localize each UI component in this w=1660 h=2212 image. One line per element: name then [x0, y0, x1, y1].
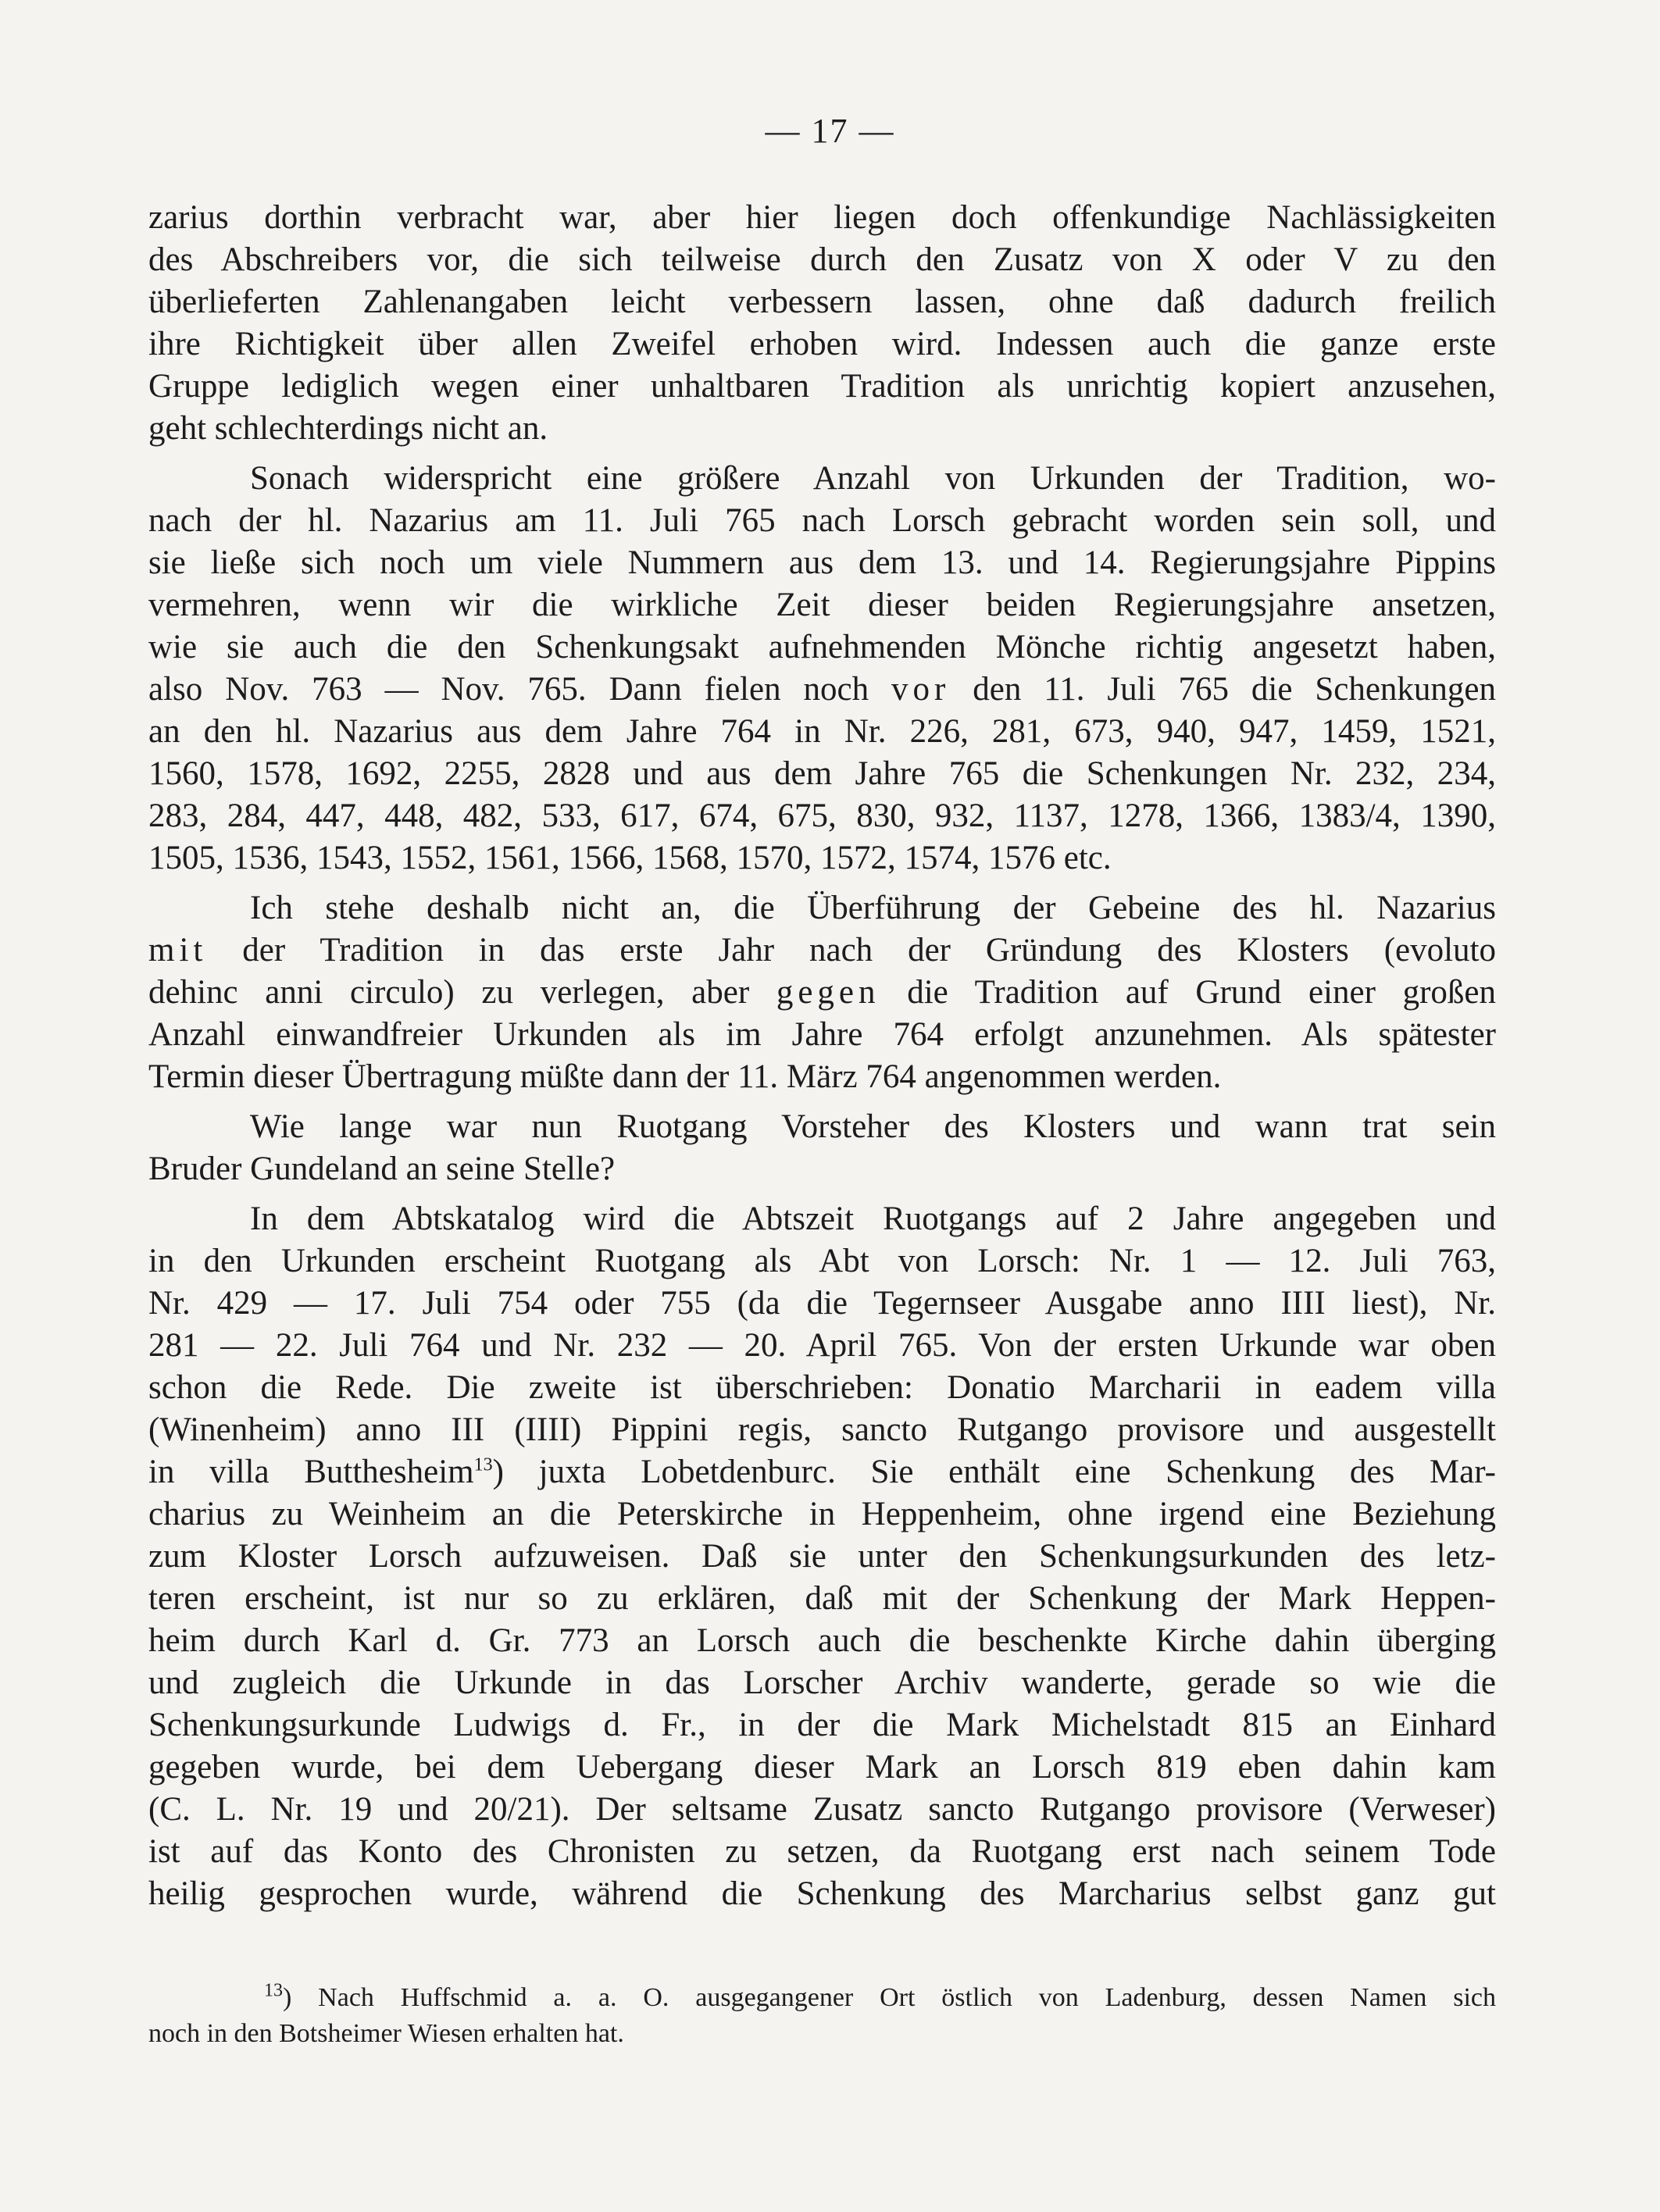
- text-line: Ich stehe deshalb nicht an, die Überführung der Gebeine des hl. Nazarius: [250, 890, 1496, 926]
- text-line: (C. L. Nr. 19 und 20/21). Der seltsame Zusatz sancto Rutgango provisore (Verweser): [148, 1791, 1496, 1828]
- footnote: [148, 1980, 1496, 2052]
- text-line: zum Kloster Lorsch aufzuweisen. Daß sie unter den Schenkungsurkunden des letz-: [148, 1538, 1496, 1575]
- text-line: nach der hl. Nazarius am 11. Juli 765 nach Lorsch gebracht worden sein soll, und: [148, 502, 1496, 539]
- text-line: Sonach widerspricht eine größere Anzahl von Urkunden der Tradition, wo-: [250, 460, 1496, 497]
- text-line: teren erscheint, ist nur so zu erklären, daß mit der Schenkung der Mark Heppen-: [148, 1580, 1496, 1617]
- paragraph-3: [148, 887, 1496, 1098]
- spaced-emphasis: vor: [891, 671, 951, 708]
- text-line: Termin dieser Übertragung müßte dann der 11. März 764 angenommen werden.: [148, 1058, 1222, 1095]
- paragraph-2: [148, 458, 1496, 879]
- text-line: [148, 929, 1496, 972]
- text-line: Gruppe lediglich wegen einer unhaltbaren Tradition als unrichtig kopiert anzusehen,: [148, 368, 1496, 405]
- footnote-reference[interactable]: 13: [473, 1454, 493, 1475]
- text-line: zarius dorthin verbracht war, aber hier liegen doch offenkundige Nachlässigkeiten: [148, 199, 1496, 236]
- paragraph-4: [148, 1106, 1496, 1190]
- paragraph-5: [148, 1198, 1496, 1915]
- text-line: geht schlechterdings nicht an.: [148, 410, 548, 447]
- text-line: Nr. 429 — 17. Juli 754 oder 755 (da die Tegernseer Ausgabe anno IIII liest), Nr.: [148, 1285, 1496, 1322]
- footnote-line: noch in den Botsheimer Wiesen erhalten hat.: [148, 2019, 624, 2048]
- text-line: und zugleich die Urkunde in das Lorscher Archiv wanderte, gerade so wie die: [148, 1664, 1496, 1701]
- text-line: an den hl. Nazarius aus dem Jahre 764 in Nr. 226, 281, 673, 940, 947, 1459, 1521,: [148, 713, 1496, 750]
- text-line: Anzahl einwandfreier Urkunden als im Jahre 764 erfolgt anzunehmen. Als spätester: [148, 1016, 1496, 1053]
- page-number: — 17 —: [765, 112, 895, 150]
- spaced-emphasis: mit: [148, 932, 208, 969]
- footnote-text: ) Nach Huffschmid a. a. O. ausgegangener Ort östlich von Ladenburg, dessen Namen sich: [283, 1983, 1496, 2012]
- text-line: [148, 669, 1496, 711]
- text-run: die Tradition auf Grund einer großen: [907, 974, 1496, 1011]
- footnote-line: [148, 1980, 1496, 2016]
- text-line: Bruder Gundeland an seine Stelle?: [148, 1151, 616, 1187]
- text-line: [148, 972, 1496, 1014]
- text-run: dehinc anni circulo) zu verlegen, aber: [148, 974, 750, 1011]
- text-line: ihre Richtigkeit über allen Zweifel erhoben wird. Indessen auch die ganze erste: [148, 326, 1496, 362]
- text-line: charius zu Weinheim an die Peterskirche in Heppenheim, ohne irgend eine Beziehung: [148, 1496, 1496, 1532]
- text-run: der Tradition in das erste Jahr nach der Gründung des Klosters (evoluto: [242, 932, 1496, 969]
- footnote-marker: 13: [264, 1980, 283, 2001]
- text-line: heim durch Karl d. Gr. 773 an Lorsch auch die beschenkte Kirche dahin überging: [148, 1622, 1496, 1659]
- text-line: 1560, 1578, 1692, 2255, 2828 und aus dem Jahre 765 die Schenkungen Nr. 232, 234,: [148, 755, 1496, 792]
- text-run: den 11. Juli 765 die Schenkungen: [973, 671, 1497, 708]
- text-line: gegeben wurde, bei dem Uebergang dieser Mark an Lorsch 819 eben dahin kam: [148, 1749, 1496, 1786]
- text-line: sie ließe sich noch um viele Nummern aus dem 13. und 14. Regierungsjahre Pippins: [148, 544, 1496, 581]
- text-line: wie sie auch die den Schenkungsakt aufnehmenden Mönche richtig angesetzt haben,: [148, 629, 1496, 665]
- text-run: also Nov. 763 — Nov. 765. Dann fielen noch: [148, 671, 869, 708]
- spaced-emphasis: gegen: [776, 974, 880, 1011]
- text-line: [148, 1451, 1496, 1493]
- text-line: 1505, 1536, 1543, 1552, 1561, 1566, 1568, 1570, 1572, 1574, 1576 etc.: [148, 840, 1112, 876]
- text-line: Wie lange war nun Ruotgang Vorsteher des Klosters und wann trat sein: [250, 1108, 1496, 1145]
- text-line: vermehren, wenn wir die wirkliche Zeit dieser beiden Regierungsjahre ansetzen,: [148, 587, 1496, 623]
- text-line: 283, 284, 447, 448, 482, 533, 617, 674, 675, 830, 932, 1137, 1278, 1366, 1383/4, 1390,: [148, 797, 1496, 834]
- text-line: 281 — 22. Juli 764 und Nr. 232 — 20. April 765. Von der ersten Urkunde war oben: [148, 1327, 1496, 1364]
- text-run: in villa Butthesheim: [148, 1454, 474, 1490]
- text-line: des Abschreibers vor, die sich teilweise durch den Zusatz von X oder V zu den: [148, 241, 1496, 278]
- text-line: überlieferten Zahlenangaben leicht verbessern lassen, ohne daß dadurch freilich: [148, 284, 1496, 320]
- text-run: ) juxta Lobetdenburc. Sie enthält eine Schenkung des Mar-: [492, 1454, 1497, 1490]
- text-line: In dem Abtskatalog wird die Abtszeit Ruotgangs auf 2 Jahre angegeben und: [250, 1201, 1496, 1237]
- text-line: heilig gesprochen wurde, während die Schenkung des Marcharius selbst ganz gut: [148, 1875, 1496, 1912]
- text-line: schon die Rede. Die zweite ist überschrieben: Donatio Marcharii in eadem villa: [148, 1369, 1496, 1406]
- text-line: ist auf das Konto des Chronisten zu setzen, da Ruotgang erst nach seinem Tode: [148, 1833, 1496, 1870]
- text-line: Schenkungsurkunde Ludwigs d. Fr., in der die Mark Michelstadt 815 an Einhard: [148, 1707, 1496, 1743]
- text-line: in den Urkunden erscheint Ruotgang als Abt von Lorsch: Nr. 1 — 12. Juli 763,: [148, 1243, 1496, 1279]
- text-line: (Winenheim) anno III (IIII) Pippini regis, sancto Rutgango provisore und ausgestellt: [148, 1411, 1496, 1448]
- body-text: [148, 197, 1496, 1923]
- paragraph-1: [148, 197, 1496, 450]
